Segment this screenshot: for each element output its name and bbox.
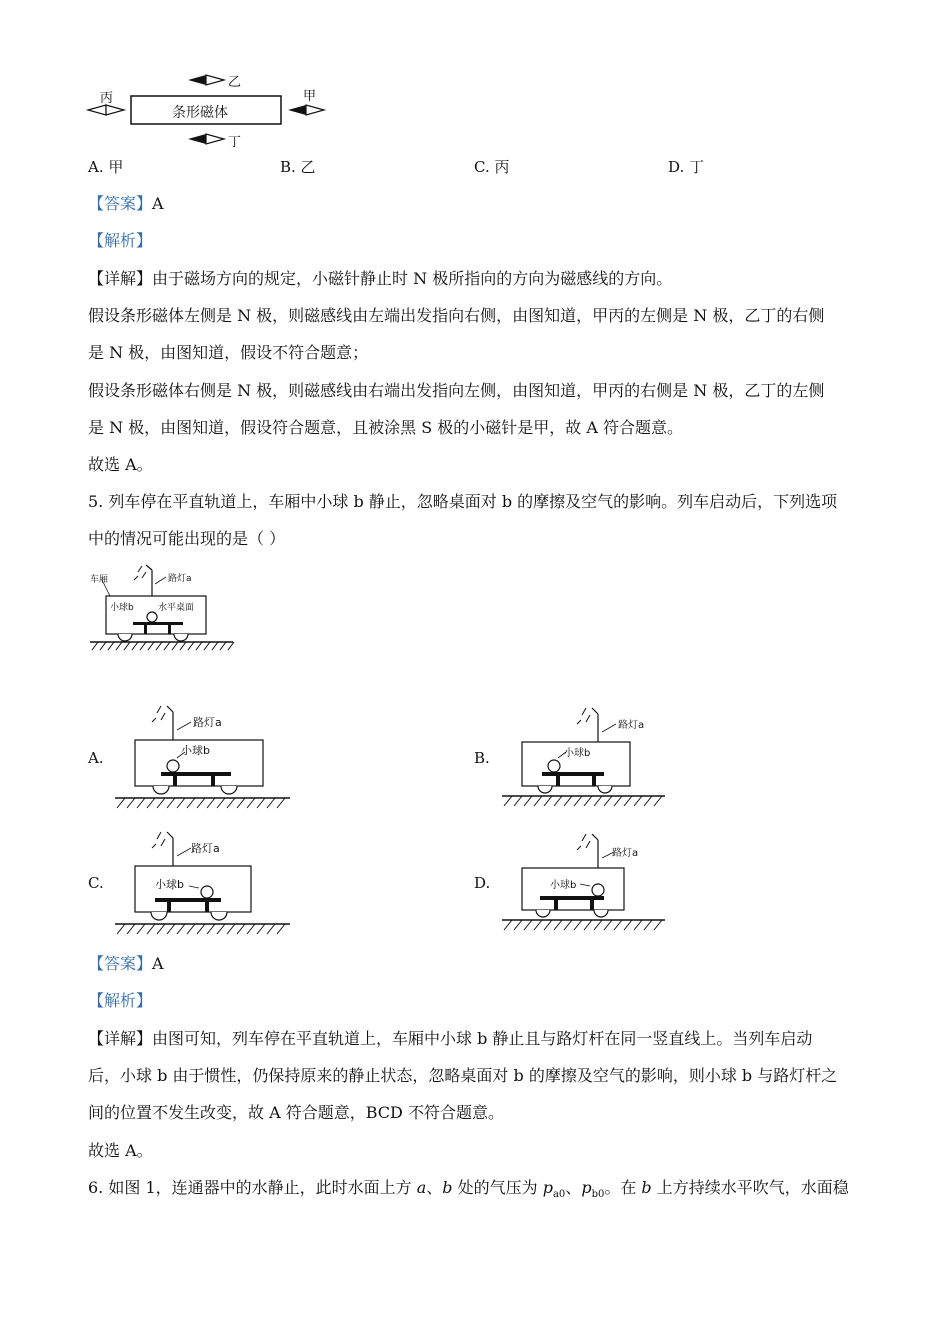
q4-option-b[interactable]: B. 乙 bbox=[280, 158, 316, 176]
q5-conclusion: 故选 A。 bbox=[88, 1141, 153, 1160]
q5-line2: 后，小球 b 由于惯性，仍保持原来的静止状态，忽略桌面对 b 的摩擦及空气的影响，则小球 b 与路灯杆之 bbox=[88, 1066, 838, 1085]
q5-option-b-figure[interactable] bbox=[502, 702, 670, 810]
option-b-lamp: 路灯a bbox=[618, 720, 645, 731]
q5-option-a-figure[interactable] bbox=[115, 700, 295, 812]
option-c-ball: 小球b bbox=[155, 878, 184, 891]
var-p-b0: p bbox=[581, 1178, 592, 1197]
q4-line4: 假设条形磁体右侧是 N 极，则磁感线由右端出发指向左侧，由图知道，甲丙的右侧是 N 极，乙丁的左侧 bbox=[88, 381, 825, 400]
label-bing: 丙 bbox=[100, 91, 114, 106]
option-d-lamp: 路灯a bbox=[612, 848, 639, 859]
label-ball: 小球b bbox=[110, 603, 134, 613]
q4-line3: 是 N 极，由图知道，假设不符合题意； bbox=[88, 343, 369, 362]
option-a-lamp: 路灯a bbox=[193, 716, 222, 729]
var-b: b bbox=[442, 1178, 453, 1197]
magnet-label: 条形磁体 bbox=[172, 105, 228, 121]
needle-bing bbox=[88, 105, 124, 115]
q4-answer bbox=[88, 194, 164, 214]
label-ding: 丁 bbox=[228, 135, 242, 150]
q4-line2: 假设条形磁体左侧是 N 极，则磁感线由左端出发指向右侧，由图知道，甲丙的左侧是 N 极，乙丁的右侧 bbox=[88, 306, 825, 325]
detail-tag: 【详解】 bbox=[88, 269, 153, 288]
detail-text: 由图可知，列车停在平直轨道上，车厢中小球 b 静止且与路灯杆在同一竖直线上。当列车启动 bbox=[152, 1029, 813, 1048]
q5-option-d-label[interactable]: D. bbox=[474, 874, 491, 892]
q5-answer bbox=[88, 954, 164, 974]
q5-option-a-label[interactable]: A. bbox=[88, 749, 104, 767]
q4-analysis-tag: 【解析】 bbox=[88, 231, 153, 250]
q5-detail-line1 bbox=[88, 1029, 812, 1049]
q4-option-d[interactable]: D. 丁 bbox=[668, 158, 705, 176]
label-yi: 乙 bbox=[228, 75, 242, 90]
detail-text: 由于磁场方向的规定，小磁针静止时 N 极所指向的方向为磁感线的方向。 bbox=[152, 269, 673, 288]
q4-option-c[interactable]: C. 丙 bbox=[474, 158, 510, 176]
label-jia: 甲 bbox=[303, 89, 317, 104]
var-p-a0: p bbox=[542, 1178, 553, 1197]
q5-option-d-figure[interactable] bbox=[502, 828, 670, 936]
var-a: a bbox=[416, 1178, 427, 1197]
option-b-ball: 小球b bbox=[564, 748, 591, 759]
needle-ding bbox=[188, 134, 224, 144]
q5-analysis-tag: 【解析】 bbox=[88, 991, 153, 1010]
magnet-figure bbox=[86, 68, 336, 150]
q5-main-figure bbox=[88, 562, 238, 654]
q5-option-b-label[interactable]: B. bbox=[474, 749, 490, 767]
var-b-2: b bbox=[641, 1178, 652, 1197]
option-a-ball: 小球b bbox=[181, 744, 210, 757]
detail-tag: 【详解】 bbox=[88, 1029, 153, 1048]
q4-detail-line1 bbox=[88, 269, 672, 289]
answer-value: A bbox=[152, 954, 164, 973]
q5-option-c-figure[interactable] bbox=[115, 826, 295, 938]
label-lamp: 路灯a bbox=[168, 574, 192, 584]
needle-yi bbox=[188, 75, 224, 85]
label-carriage: 车厢 bbox=[90, 575, 109, 585]
answer-tag: 【答案】 bbox=[88, 194, 153, 213]
option-c-lamp: 路灯a bbox=[191, 842, 220, 855]
q4-option-a[interactable]: A. 甲 bbox=[88, 158, 124, 176]
q4-line5: 是 N 极，由图知道，假设符合题意，且被涂黑 S 极的小磁针是甲，故 A 符合题意。 bbox=[88, 418, 684, 437]
option-d-ball: 小球b bbox=[550, 880, 577, 891]
label-table: 水平桌面 bbox=[158, 603, 195, 613]
q5-stem-line1: 5. 列车停在平直轨道上，车厢中小球 b 静止，忽略桌面对 b 的摩擦及空气的影响。列车启动后，下列选项 bbox=[88, 492, 838, 511]
needle-jia bbox=[288, 105, 324, 115]
q4-conclusion: 故选 A。 bbox=[88, 455, 153, 474]
q6-stem-line1: 6. 如图 1，连通器中的水静止，此时水面上方 a、b 处的气压为 $p_{a0}$、$p_{b0}$。在 b 上方持续水平吹气，水面稳 bbox=[88, 1178, 849, 1201]
q5-stem-line2: 中的情况可能出现的是（ ） bbox=[88, 529, 286, 548]
q5-line3: 间的位置不发生改变，故 A 符合题意，BCD 不符合题意。 bbox=[88, 1103, 504, 1122]
q5-option-c-label[interactable]: C. bbox=[88, 874, 104, 892]
answer-value: A bbox=[152, 194, 164, 213]
answer-tag: 【答案】 bbox=[88, 954, 153, 973]
